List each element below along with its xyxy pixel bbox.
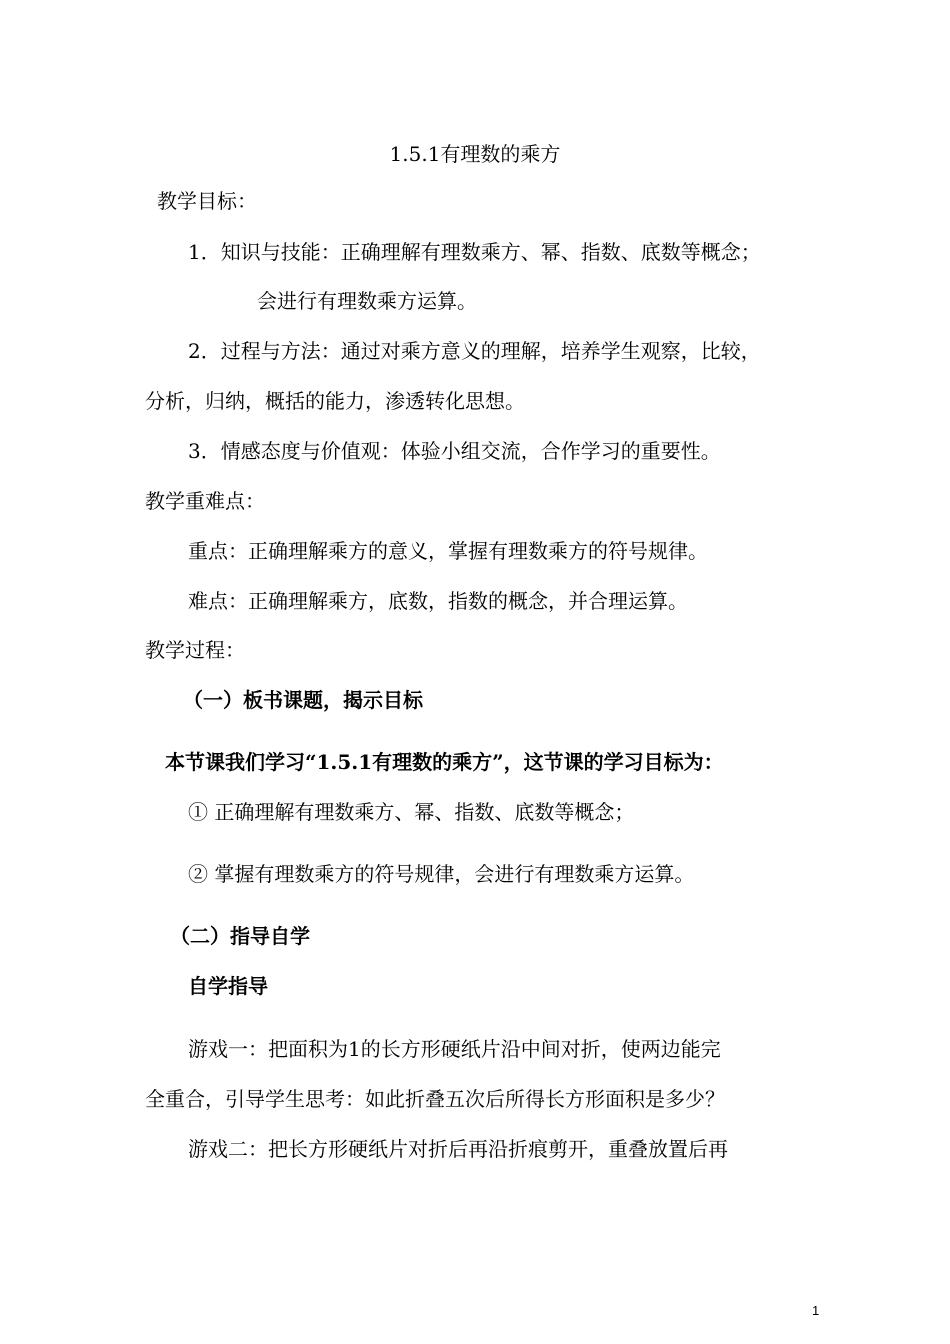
game-1-line-2: 全重合，引导学生思考：如此折叠五次后所得长方形面积是多少？ [145,1087,725,1111]
section-1-heading: （一）板书课题，揭示目标 [183,688,423,712]
page-number: 1 [812,1303,820,1318]
goal-1-line-2: 会进行有理数乘方运算。 [257,289,477,313]
section-2-heading: （二）指导自学 [170,924,310,948]
objective-2: ② 掌握有理数乘方的符号规律，会进行有理数乘方运算。 [188,862,695,886]
process-heading: 教学过程： [145,638,245,662]
game-1-line-1: 游戏一：把面积为1的长方形硬纸片沿中间对折，使两边能完 [188,1037,721,1061]
goals-heading: 教学目标： [157,189,257,213]
goal-2-line-1: 2．过程与方法：通过对乘方意义的理解，培养学生观察，比较， [188,339,761,363]
game-2-line-1: 游戏二：把长方形硬纸片对折后再沿折痕剪开，重叠放置后再 [188,1137,728,1161]
key-point: 重点：正确理解乘方的意义，掌握有理数乘方的符号规律。 [188,539,708,563]
self-study-heading: 自学指导 [188,974,268,998]
difficult-point: 难点：正确理解乘方，底数，指数的概念，并合理运算。 [188,589,688,613]
objective-1: ① 正确理解有理数乘方、幂、指数、底数等概念； [188,800,635,824]
page-title: 1.5.1有理数的乘方 [389,142,561,166]
goal-3: 3．情感态度与价值观：体验小组交流，合作学习的重要性。 [188,439,721,463]
key-points-heading: 教学重难点： [145,489,265,513]
goal-1-line-1: 1．知识与技能：正确理解有理数乘方、幂、指数、底数等概念； [188,240,761,264]
section-1-intro: 本节课我们学习“1.5.1有理数的乘方”，这节课的学习目标为： [165,750,724,774]
goal-2-line-2: 分析，归纳，概括的能力，渗透转化思想。 [145,389,525,413]
